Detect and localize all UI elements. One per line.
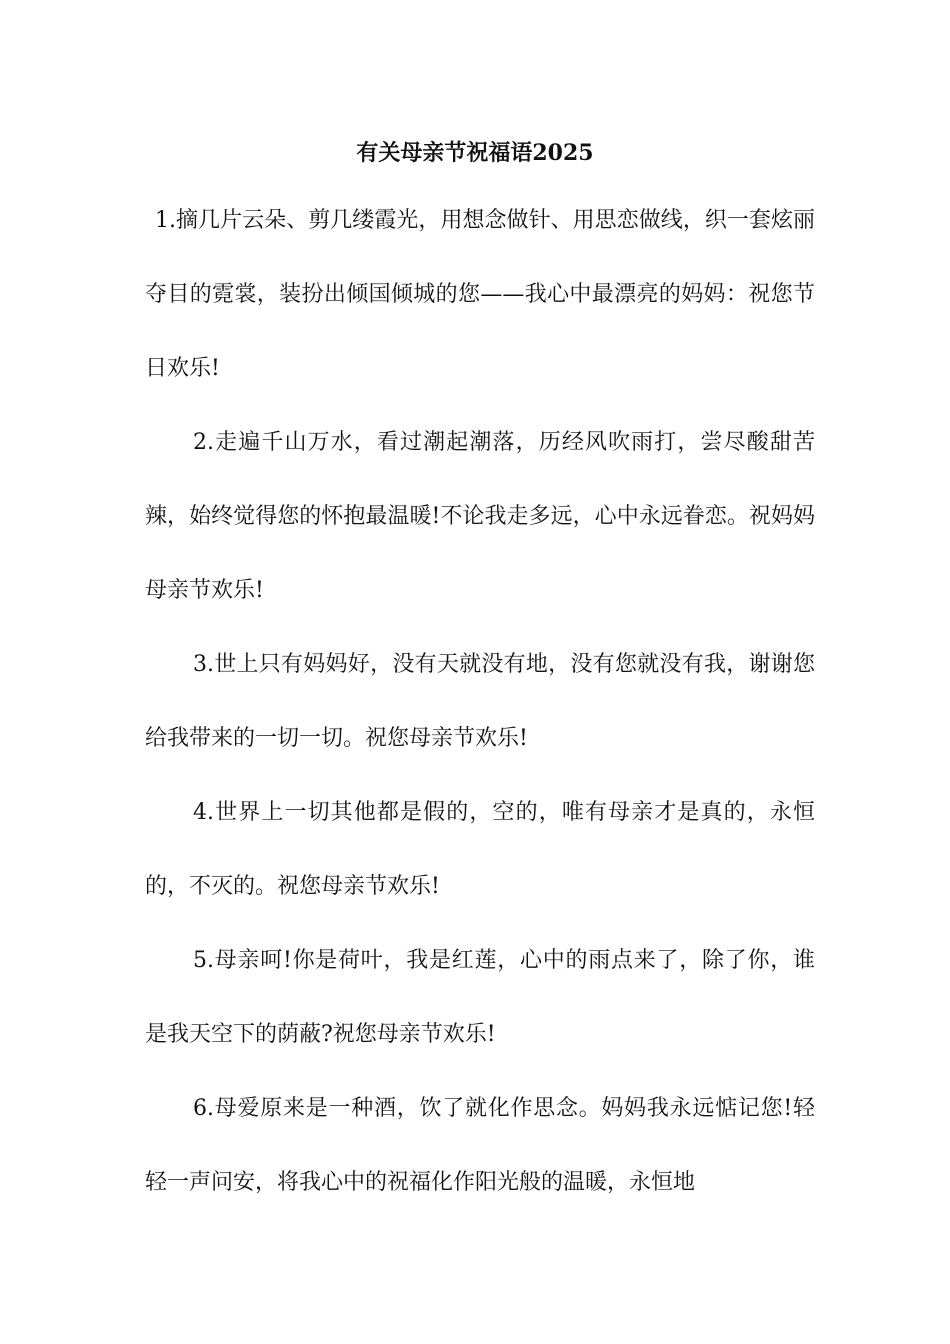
paragraph-6: 6.母爱原来是一种酒，饮了就化作思念。妈妈我永远惦记您!轻轻一声问安，将我心中的祝福化作阳光般的温暖，永恒地	[145, 1096, 815, 1195]
paragraph-5: 5.母亲呵!你是荷叶，我是红莲，心中的雨点来了，除了你，谁是我天空下的荫蔽?祝您母亲节欢乐!	[145, 948, 815, 1047]
document-body	[145, 184, 815, 1220]
paragraph-1: 1.摘几片云朵、剪几缕霞光，用想念做针、用思恋做线，织一套炫丽夺目的霓裳，装扮出倾国倾城的您——我心中最漂亮的妈妈：祝您节日欢乐!	[145, 208, 815, 381]
paragraph-4: 4.世界上一切其他都是假的，空的，唯有母亲才是真的，永恒的，不灭的。祝您母亲节欢乐!	[145, 800, 815, 899]
document-title: 有关母亲节祝福语2025	[356, 140, 594, 166]
paragraph-3: 3.世上只有妈妈好，没有天就没有地，没有您就没有我，谢谢您给我带来的一切一切。祝您母亲节欢乐!	[145, 652, 815, 751]
paragraph-2: 2.走遍千山万水，看过潮起潮落，历经风吹雨打，尝尽酸甜苦辣，始终觉得您的怀抱最温暖!不论我走多远，心中永远眷恋。祝妈妈母亲节欢乐!	[145, 430, 815, 603]
